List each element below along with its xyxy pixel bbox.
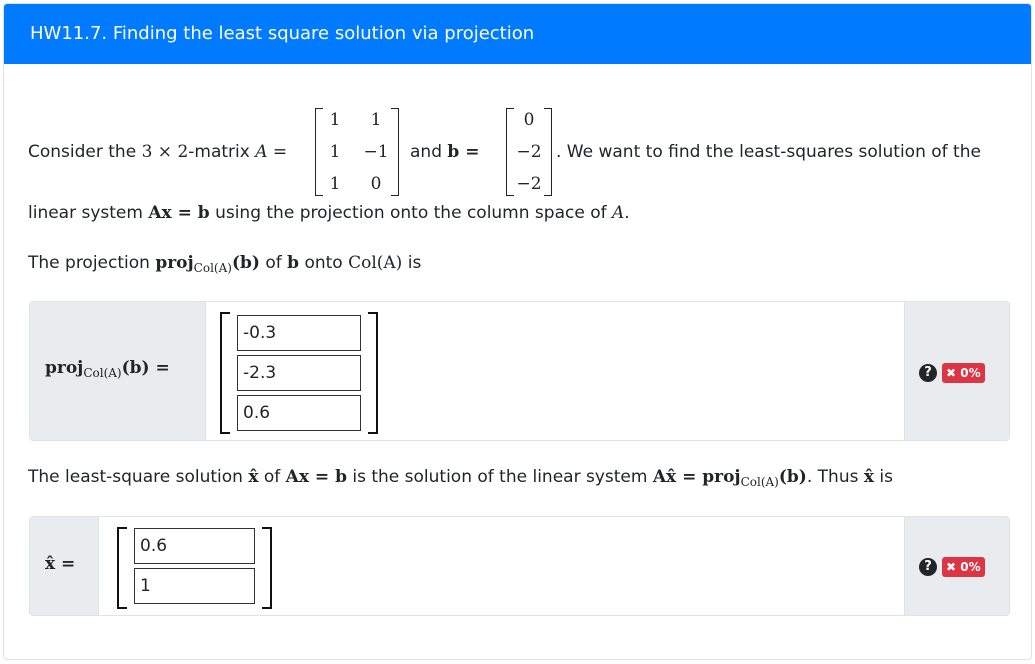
right-bracket xyxy=(368,312,378,434)
projection-entry-3[interactable] xyxy=(237,395,361,431)
vector-b-cell: −2 xyxy=(516,142,542,162)
linear-end: . xyxy=(624,203,630,223)
xhat-label-panel xyxy=(30,517,99,615)
least-text-3: is the solution of the linear system xyxy=(352,467,648,487)
least-square-prompt xyxy=(28,467,893,487)
vector-b-cell: 0 xyxy=(523,110,535,130)
least-text: The least-square solution xyxy=(28,467,243,487)
linear-text: linear system xyxy=(28,203,143,223)
xhat-entry-1[interactable] xyxy=(134,528,255,564)
dimension-expr: 3 × 2 xyxy=(141,142,189,162)
proj-b: b xyxy=(287,253,300,273)
least-xhat: x̂ xyxy=(863,467,875,487)
score-badge: ✖ 0% xyxy=(942,363,985,383)
proj-text-4: is xyxy=(407,253,422,273)
right-bracket xyxy=(262,527,272,609)
least-arg: (b) xyxy=(778,467,807,487)
projection-prompt xyxy=(28,253,421,273)
least-proj: proj xyxy=(702,467,741,487)
least-eq: Ax̂ = xyxy=(652,467,703,487)
left-bracket xyxy=(117,527,127,609)
feedback-panel xyxy=(904,302,1009,440)
and-text: and xyxy=(410,142,442,162)
proj-text-3: onto xyxy=(304,253,343,273)
left-bracket xyxy=(220,312,230,434)
want-text: . We want to find the least-squares solution of the xyxy=(556,142,981,162)
proj-text: The projection xyxy=(28,253,150,273)
proj-arg: (b) xyxy=(231,253,260,273)
projection-answer-group xyxy=(29,301,1010,441)
label-arg: (b) = xyxy=(121,358,170,378)
least-text-4: . Thus xyxy=(806,467,859,487)
proj-text-2: of xyxy=(265,253,282,273)
score-badge: ✖ 0% xyxy=(942,557,985,577)
label-sub: Col(A) xyxy=(83,366,122,380)
vector-b-label: b = xyxy=(447,142,480,162)
matrix-A-cell: 1 xyxy=(329,142,341,162)
col-A: A xyxy=(612,203,625,223)
matrix-A xyxy=(315,108,399,196)
matrix-A-cell: 1 xyxy=(370,110,382,130)
question-card xyxy=(3,3,1032,660)
projection-label xyxy=(45,358,170,378)
least-sub: Col(A) xyxy=(740,475,779,489)
matrix-A-cell: −1 xyxy=(363,142,389,162)
proj-sub: Col(A) xyxy=(193,261,232,275)
matrix-A-cell: 1 xyxy=(329,174,341,194)
least-text-5: is xyxy=(879,467,894,487)
least-text-2: of xyxy=(263,467,281,487)
feedback-panel xyxy=(904,517,1009,615)
label-main: proj xyxy=(45,358,84,378)
matrix-A-cell: 0 xyxy=(370,174,382,194)
intro-line xyxy=(28,142,287,162)
projection-entry-2[interactable] xyxy=(237,355,361,391)
matrix-A-label: A = xyxy=(255,142,288,162)
projection-entry-1[interactable] xyxy=(237,315,361,351)
intro-text: Consider the xyxy=(28,142,137,162)
least-system: Ax = b xyxy=(285,467,347,487)
proj-expr: proj xyxy=(155,253,194,273)
help-icon[interactable]: ? xyxy=(919,364,937,382)
vector-b xyxy=(506,108,552,196)
projection-label-panel xyxy=(30,302,206,440)
xhat-entry-2[interactable] xyxy=(134,568,255,604)
system-expr: Ax = b xyxy=(148,203,210,223)
card-header xyxy=(4,4,1031,64)
xhat-symbol: x̂ xyxy=(248,467,259,487)
xhat-label: x̂ = xyxy=(45,554,76,574)
intro-text-2: -matrix xyxy=(188,142,250,162)
vector-b-cell: −2 xyxy=(516,174,542,194)
and-b-line xyxy=(410,142,479,162)
linear-text-2: using the projection onto the column space of xyxy=(215,203,607,223)
linear-system-line xyxy=(28,203,630,223)
xhat-answer-group xyxy=(29,516,1010,616)
help-icon[interactable]: ? xyxy=(919,558,937,576)
question-title: HW11.7. Finding the least square solution via projection xyxy=(30,23,535,44)
matrix-A-cell: 1 xyxy=(329,110,341,130)
proj-col: Col(A) xyxy=(348,253,403,273)
